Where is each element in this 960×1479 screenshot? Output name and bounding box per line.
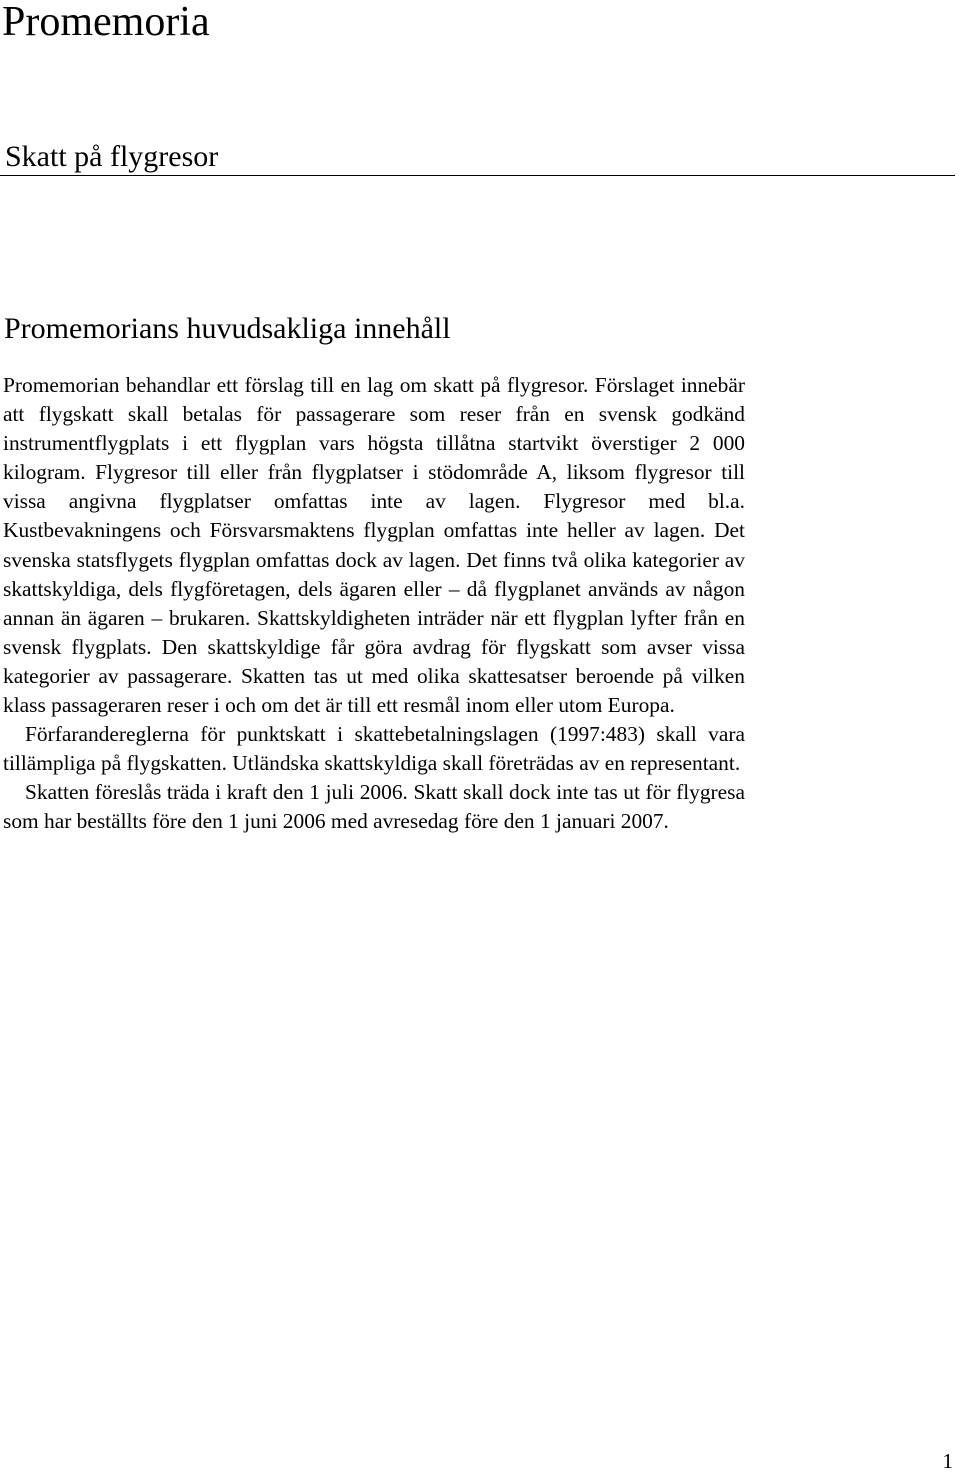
page-number: 1 (942, 1449, 953, 1473)
paragraph-procedure: Förfarandereglerna för punktskatt i skattebetalningslagen (1997:483) skall vara tillämpliga på flygskatten. Utländska skattskyldiga skall företrädas av en representant. (3, 722, 745, 776)
subject-divider (0, 175, 955, 176)
paragraph-effective-date: Skatten föreslås träda i kraft den 1 juli 2006. Skatt skall dock inte tas ut för flygresa som har beställts före den 1 juni 2006 med avresedag före den 1 januari 2007. (3, 780, 745, 834)
body-text (3, 371, 745, 837)
document-title: Promemoria (2, 0, 210, 45)
section-heading: Promemorians huvudsakliga innehåll (4, 312, 451, 345)
document-subject: Skatt på flygresor (5, 140, 219, 173)
paragraph-summary: Promemorian behandlar ett förslag till en lag om skatt på flygresor. Förslaget innebär att flygskatt skall betalas för passagerare som reser från en svensk godkänd instrumentflygplats i ett flygplan vars högsta tillåtna startvikt överstiger 2 000 kilogram. Flygresor till eller från flygplatser i stödområde A, liksom flygresor till vissa angivna flygplatser omfattas inte av lagen. Flygresor med bl.a. Kustbevakningens och Försvarsmaktens flygplan omfattas inte heller av lagen. Det svenska statsflygets flygplan omfattas dock av lagen. Det finns två olika kategorier av skattskyldiga, dels flygföretagen, dels ägaren eller – då flygplanet används av någon annan än ägaren – brukaren. Skattskyldigheten inträder när ett flygplan lyfter från en svensk flygplats. Den skattskyldige får göra avdrag för flygskatt som avser vissa kategorier av passagerare. Skatten tas ut med olika skattesatser beroende på vilken klass passageraren reser i och om det är till ett resmål inom eller utom Europa. (3, 373, 745, 718)
